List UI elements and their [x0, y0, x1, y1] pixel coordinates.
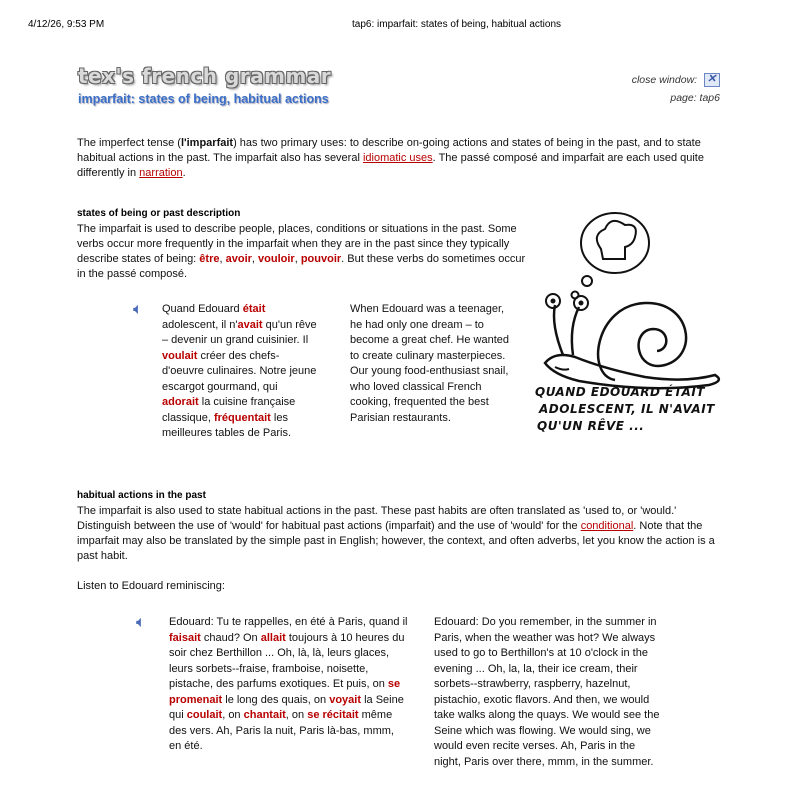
snail-drawing — [525, 205, 735, 395]
example2-french — [169, 615, 409, 755]
verb-highlight: voulait — [162, 349, 198, 362]
verb-highlight: se récitait — [307, 709, 359, 721]
idiomatic-uses-link[interactable]: idiomatic uses — [362, 152, 433, 164]
fr-text: la cuisine française classique, — [162, 396, 296, 424]
print-datetime: 4/12/26, 9:53 PM — [28, 19, 105, 30]
verb-highlight: allait — [260, 631, 286, 644]
page-subtitle: imparfait: states of being, habitual actions — [78, 92, 329, 106]
fr-text: la Seine qui — [169, 693, 404, 721]
states-paragraph — [77, 222, 529, 282]
verb-highlight: chantait — [243, 709, 286, 721]
close-icon[interactable] — [704, 73, 720, 87]
speaker-icon[interactable]: 🔈︎ — [133, 299, 143, 318]
section-heading-habitual: habitual actions in the past — [77, 490, 206, 501]
cartoon-caption-line1: QUAND EDOUARD ÉTAIT — [535, 385, 705, 399]
fr-text: adolescent, il n' — [162, 318, 238, 331]
close-window-label: close window: — [631, 73, 698, 86]
speaker-icon[interactable]: 🔈︎ — [136, 612, 146, 631]
verb-highlight: avait — [237, 318, 263, 331]
snail-cartoon — [525, 205, 735, 450]
separator: , — [294, 253, 301, 265]
verb-etre: être — [199, 253, 220, 265]
fr-text: toujours à 10 heures du soir chez Berthillon ... Oh, là, là, leurs glaces, leurs sorbets--fraise, framboise, noisette, pistache, des parfums exotiques. Et puis, on — [169, 631, 405, 690]
habitual-text: The imparfait is also used to state habitual actions in the past. These past habits are often translated as 'used to, or 'would.' Distinguish between the use of 'would' for habitual past actions (imparfait) and the use of 'would' for the — [77, 505, 677, 532]
listen-prompt: Listen to Edouard reminiscing: — [77, 580, 225, 592]
intro-term: l'imparfait — [180, 137, 234, 149]
verb-highlight: fréquentait — [213, 411, 271, 424]
fr-text: Edouard: Tu te rappelles, en été à Paris, quand il — [169, 616, 408, 628]
habitual-text: . Note that the imparfait may also be translated by the simple past in English; however, the context, and often adverbs, let you know the action is a past habit. — [77, 520, 715, 562]
fr-text: chaud? On — [200, 631, 261, 644]
verb-highlight: était — [242, 303, 266, 315]
states-text: The imparfait is used to describe people, places, conditions or situations in the past. Some verbs occur more frequently in the imparfait when they are in the past since they typically describe states of being: — [77, 223, 517, 265]
print-title: tap6: imparfait: states of being, habitual actions — [352, 19, 562, 30]
separator: , — [251, 253, 259, 265]
page-label: page: tap6 — [670, 92, 720, 104]
fr-text: même des vers. Ah, Paris la nuit, Paris là-bas, mmm, en été. — [169, 709, 394, 752]
example1-french — [162, 302, 317, 442]
verb-highlight: voyait — [329, 693, 362, 706]
intro-text: The imperfect tense ( — [77, 137, 181, 149]
verb-highlight: adorait — [162, 396, 199, 408]
section-heading-states: states of being or past description — [77, 208, 241, 219]
cartoon-caption-line2: ADOLESCENT, IL N'AVAIT — [539, 402, 715, 416]
intro-text: . The passé composé and imparfait are each used quite differently in — [77, 152, 704, 179]
verb-vouloir: vouloir — [258, 253, 295, 265]
verb-highlight: coulait — [186, 709, 223, 721]
verb-highlight: se promenait — [169, 678, 401, 706]
verb-highlight: faisait — [169, 631, 201, 644]
fr-text: créer des chefs-d'oeuvre culinaires. Notre jeune escargot gourmand, qui — [162, 349, 317, 393]
verb-avoir: avoir — [225, 253, 252, 265]
habitual-paragraph — [77, 504, 732, 564]
cartoon-caption-line3: QU'UN RÊVE ... — [537, 419, 645, 433]
close-window — [632, 73, 720, 87]
conditional-link[interactable]: conditional — [580, 520, 634, 532]
fr-text: le long des quais, on — [222, 693, 330, 706]
example1-english: When Edouard was a teenager, he had only one dream – to become a great chef. He wanted to create culinary masterpieces. Our young food-enthusiast snail, who loved classical French cooking, frequented the best Parisian restaurants. — [350, 303, 509, 424]
verb-pouvoir: pouvoir — [300, 253, 342, 265]
example2-english: Edouard: Do you remember, in the summer in Paris, when the weather was hot? We always used to go to Berthillon's at 10 o'clock in the evening ... Oh, la, la, their ice cream, their sorbets--strawberry, raspberry, hazelnut, pistachio, exotic flavors. And then, we would take walks along the quays. We would see the Seine which was flowing. We would sing, we would even recite verses. Ah, Paris in the night, Paris over there, mmm, in the summer. — [434, 616, 660, 768]
fr-text: Quand Edouard — [162, 303, 243, 315]
site-logo: tex's french grammar — [78, 64, 332, 88]
intro-text: ) has two primary uses: to describe on-going actions and states of being in the past, and to state habitual actions in the past. The imparfait also has several — [77, 137, 701, 164]
intro-paragraph — [77, 136, 727, 181]
fr-text: , on — [285, 709, 308, 721]
fr-text: les meilleures tables de Paris. — [162, 411, 292, 439]
narration-link[interactable]: narration — [139, 167, 183, 179]
intro-text: . — [182, 167, 186, 179]
fr-text: qu'un rêve – devenir un grand cuisinier. Il — [162, 318, 317, 346]
states-text: . But these verbs do sometimes occur in the passé composé. — [77, 253, 526, 280]
separator: , — [219, 253, 226, 265]
fr-text: , on — [222, 709, 244, 721]
